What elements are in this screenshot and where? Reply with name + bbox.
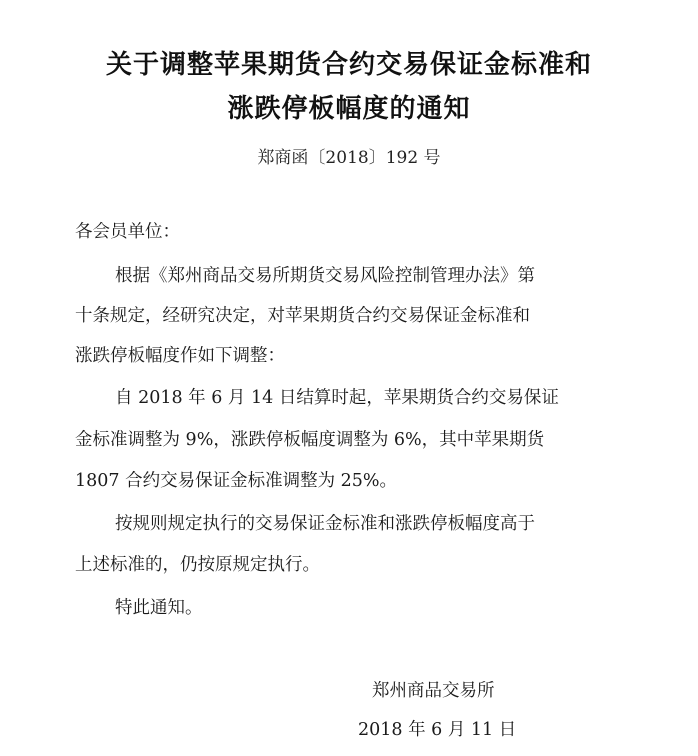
paragraph-2-line-3: 1807 合约交易保证金标准调整为 25%。 <box>75 471 398 491</box>
salutation: 各会员单位： <box>75 222 180 242</box>
signature-date: 2018 年 6 月 11 日 <box>358 720 517 740</box>
paragraph-1-line-3: 涨跌停板幅度作如下调整： <box>75 346 285 366</box>
paragraph-3-line-1: 按规则规定执行的交易保证金标准和涨跌停板幅度高于 <box>115 514 535 534</box>
signature-organization: 郑州商品交易所 <box>372 681 495 701</box>
document-number: 郑商函〔2018〕192 号 <box>257 148 441 168</box>
paragraph-3-line-2: 上述标准的，仍按原规定执行。 <box>75 555 320 575</box>
paragraph-1-line-2: 十条规定，经研究决定，对苹果期货合约交易保证金标准和 <box>75 306 530 326</box>
document-title-line-2: 涨跌停板幅度的通知 <box>227 94 471 124</box>
closing-line: 特此通知。 <box>115 598 203 618</box>
paragraph-1-line-1: 根据《郑州商品交易所期货交易风险控制管理办法》第 <box>115 266 535 286</box>
document-title-line-1: 关于调整苹果期货合约交易保证金标准和 <box>105 50 592 80</box>
paragraph-2-line-2: 金标准调整为 9%，涨跌停板幅度调整为 6%，其中苹果期货 <box>75 430 545 450</box>
paragraph-2-line-1: 自 2018 年 6 月 14 日结算时起，苹果期货合约交易保证 <box>115 388 559 408</box>
